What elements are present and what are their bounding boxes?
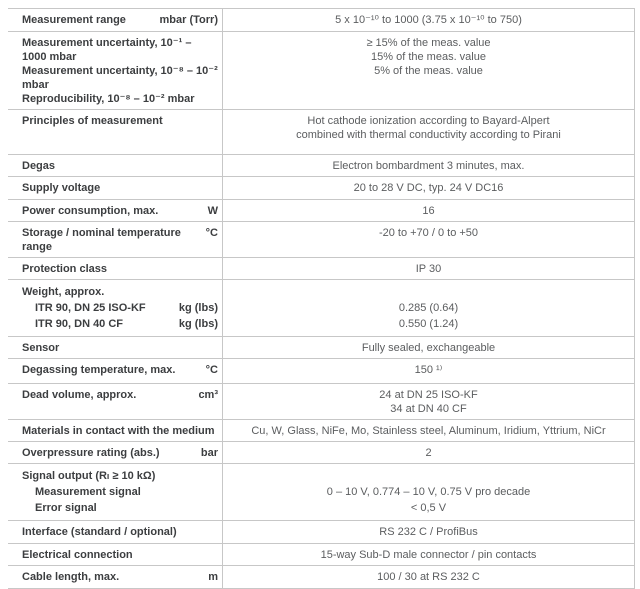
- spec-label-cell: [8, 280, 222, 336]
- label-line: [22, 226, 218, 254]
- label-line: [22, 316, 218, 332]
- table-row-interface: [8, 520, 635, 543]
- spec-label-cell: [8, 566, 222, 588]
- label-line: [22, 284, 218, 300]
- table-row-degassing-temperature: [8, 358, 635, 383]
- spec-value: combined with thermal conductivity according to Pirani: [296, 129, 561, 141]
- label-line: [22, 424, 218, 438]
- spec-value-cell: [222, 222, 635, 257]
- table-row-degas: [8, 154, 635, 176]
- spec-unit: °C: [205, 227, 218, 239]
- spec-label-cell: [8, 442, 222, 463]
- spec-label: Cable length, max.: [22, 571, 120, 583]
- label-line: [22, 36, 218, 64]
- spec-value: 150 ¹⁾: [414, 364, 443, 376]
- table-row-cable-length: [8, 565, 635, 588]
- table-row-signal-output: [8, 463, 635, 520]
- spec-unit: m: [208, 571, 218, 583]
- label-line: [22, 114, 218, 128]
- spec-unit: mbar (Torr): [159, 14, 218, 26]
- label-line: [22, 388, 218, 402]
- table-row-measurement-range: [8, 8, 635, 31]
- spec-label-cell: [8, 155, 222, 176]
- spec-value-cell: [222, 258, 635, 279]
- spec-label: Dead volume, approx.: [22, 389, 137, 401]
- spec-label-cell: [8, 177, 222, 199]
- label-line: [22, 92, 218, 106]
- spec-label-cell: [8, 200, 222, 221]
- spec-label: Supply voltage: [22, 182, 101, 194]
- spec-label: Measurement signal: [35, 486, 141, 498]
- spec-value: 20 to 28 V DC, typ. 24 V DC16: [353, 182, 504, 194]
- spec-value-cell: [222, 384, 635, 419]
- label-line: [22, 204, 218, 218]
- table-row-temperature-range: [8, 221, 635, 257]
- table-row-materials: [8, 419, 635, 441]
- table-row-uncertainty: [8, 31, 635, 109]
- spec-label-cell: [8, 464, 222, 520]
- spec-label: Electrical connection: [22, 549, 133, 561]
- spec-value: 2: [425, 447, 432, 459]
- spec-value: 15-way Sub-D male connector / pin contacts: [320, 549, 537, 561]
- label-line: [22, 159, 218, 173]
- label-line: [22, 525, 218, 539]
- spec-value: 0.285 (0.64): [398, 302, 459, 314]
- spec-value-cell: [222, 280, 635, 336]
- spec-value: Electron bombardment 3 minutes, max.: [332, 160, 525, 172]
- spec-label: Power consumption, max.: [22, 205, 159, 217]
- label-line: [22, 300, 218, 316]
- table-row-dead-volume: [8, 383, 635, 419]
- spec-value-cell: [222, 420, 635, 441]
- table-row-protection-class: [8, 257, 635, 279]
- spec-unit: W: [207, 205, 218, 217]
- spec-value-cell: [222, 359, 635, 383]
- label-line: [22, 262, 218, 276]
- table-row-electrical-connection: [8, 543, 635, 565]
- spec-label: Measurement uncertainty, 10⁻¹ – 1000 mbar: [22, 37, 192, 63]
- table-row-principles: [8, 109, 635, 154]
- label-line: [22, 13, 218, 27]
- spec-value: RS 232 C / ProfiBus: [379, 526, 478, 538]
- label-line: [22, 181, 218, 195]
- label-line: [22, 570, 218, 584]
- spec-label: Principles of measurement: [22, 115, 163, 127]
- spec-label: Materials in contact with the medium: [22, 425, 215, 437]
- spec-value: < 0,5 V: [410, 502, 447, 514]
- table-row-overpressure: [8, 441, 635, 463]
- spec-unit: cm³: [198, 389, 218, 401]
- spec-label-cell: [8, 544, 222, 565]
- spec-value: [229, 468, 628, 484]
- spec-value-cell: [222, 32, 635, 109]
- spec-value: 15% of the meas. value: [371, 51, 486, 63]
- spec-value-cell: [222, 521, 635, 543]
- spec-label: Sensor: [22, 342, 60, 354]
- spec-value-cell: [222, 544, 635, 565]
- spec-value-cell: [222, 566, 635, 588]
- label-line: [22, 341, 218, 355]
- spec-value: Hot cathode ionization according to Bayard-Alpert: [307, 115, 550, 127]
- spec-unit: °C: [205, 364, 218, 376]
- spec-label-cell: [8, 110, 222, 154]
- spec-label: ITR 90, DN 25 ISO-KF: [35, 302, 146, 314]
- spec-label-cell: [8, 9, 222, 31]
- label-line: [22, 363, 218, 377]
- label-line: [22, 484, 218, 500]
- spec-value-cell: [222, 110, 635, 154]
- spec-value-cell: [222, 464, 635, 520]
- spec-label: Reproducibility, 10⁻⁸ – 10⁻² mbar: [22, 93, 195, 105]
- spec-value-cell: [222, 155, 635, 176]
- spec-label-cell: [8, 337, 222, 358]
- label-line: [22, 64, 218, 92]
- spec-label-cell: [8, 258, 222, 279]
- spec-label-cell: [8, 420, 222, 441]
- label-line: [22, 548, 218, 562]
- spec-unit: kg (lbs): [178, 302, 218, 314]
- spec-value: Fully sealed, exchangeable: [361, 342, 496, 354]
- table-row-sensor: [8, 336, 635, 358]
- specification-table: [8, 8, 635, 589]
- table-row-power-consumption: [8, 199, 635, 221]
- spec-value-cell: [222, 200, 635, 221]
- spec-value: 34 at DN 40 CF: [390, 403, 467, 415]
- table-row-weight: [8, 279, 635, 336]
- spec-value: 0 – 10 V, 0.774 – 10 V, 0.75 V pro decade: [326, 486, 531, 498]
- spec-value-cell: [222, 177, 635, 199]
- spec-label: ITR 90, DN 40 CF: [35, 318, 124, 330]
- spec-label: Storage / nominal temperature range: [22, 227, 181, 253]
- spec-label: Error signal: [35, 502, 97, 514]
- spec-value-cell: [222, 9, 635, 31]
- spec-value: 5 x 10⁻¹⁰ to 1000 (3.75 x 10⁻¹⁰ to 750): [335, 14, 522, 26]
- spec-value: 5% of the meas. value: [374, 65, 483, 77]
- spec-label-cell: [8, 384, 222, 419]
- spec-label-cell: [8, 521, 222, 543]
- label-line: [22, 468, 218, 484]
- table-row-supply-voltage: [8, 176, 635, 199]
- spec-value: ≥ 15% of the meas. value: [366, 37, 491, 49]
- spec-label: Protection class: [22, 263, 107, 275]
- spec-label: Measurement range: [22, 14, 126, 26]
- spec-unit: kg (lbs): [178, 318, 218, 330]
- spec-value: Cu, W, Glass, NiFe, Mo, Stainless steel, Aluminum, Iridium, Yttrium, NiCr: [251, 425, 606, 437]
- spec-value: 0.550 (1.24): [398, 318, 459, 330]
- spec-value: -20 to +70 / 0 to +50: [378, 227, 479, 239]
- spec-value: 24 at DN 25 ISO-KF: [379, 389, 478, 401]
- spec-label: Degas: [22, 160, 56, 172]
- spec-label: Overpressure rating (abs.): [22, 447, 160, 459]
- spec-label: Degassing temperature, max.: [22, 364, 176, 376]
- spec-label: Signal output (Rₗ ≥ 10 kΩ): [22, 470, 156, 482]
- spec-label-cell: [8, 32, 222, 109]
- spec-value: [229, 284, 628, 300]
- spec-label: Interface (standard / optional): [22, 526, 177, 538]
- spec-label: Measurement uncertainty, 10⁻⁸ – 10⁻² mbar: [22, 65, 218, 91]
- spec-label-cell: [8, 359, 222, 383]
- spec-value: 16: [422, 205, 435, 217]
- spec-label-cell: [8, 222, 222, 257]
- spec-value-cell: [222, 442, 635, 463]
- spec-unit: bar: [200, 447, 218, 459]
- spec-label: Weight, approx.: [22, 286, 105, 298]
- spec-value: IP 30: [415, 263, 442, 275]
- spec-value-cell: [222, 337, 635, 358]
- label-line: [22, 446, 218, 460]
- spec-value: 100 / 30 at RS 232 C: [377, 571, 480, 583]
- label-line: [22, 500, 218, 516]
